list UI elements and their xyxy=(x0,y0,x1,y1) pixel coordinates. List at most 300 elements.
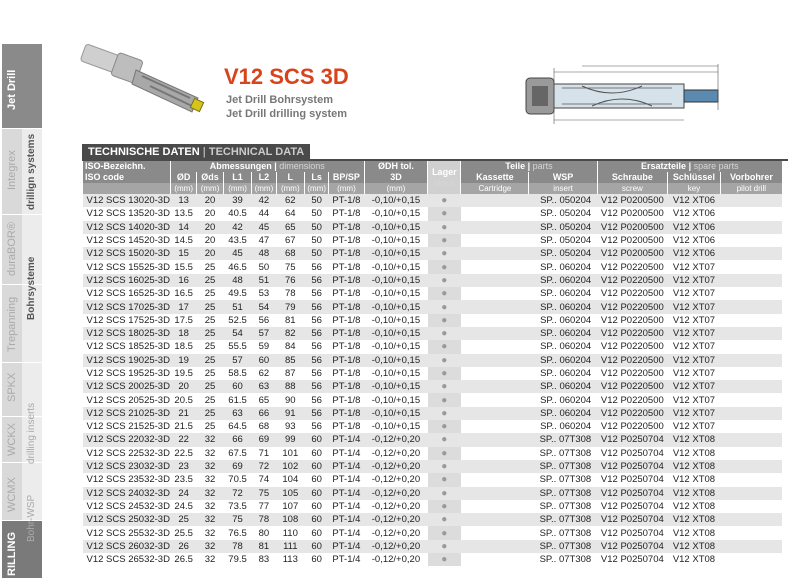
cell-stock-indicator: ● xyxy=(428,354,461,367)
cell-l2: 57 xyxy=(252,327,276,340)
table-row xyxy=(83,526,783,539)
cell-iso-code: V12 SCS 24532-3D xyxy=(83,500,171,513)
col-wsp: WSP xyxy=(529,172,597,183)
cell-bp-sp: PT-1/4 xyxy=(329,473,364,486)
cell-bp-sp: PT-1/8 xyxy=(329,327,364,340)
cell-cartridge xyxy=(461,420,529,433)
cell-screw: V12 P0200500 xyxy=(597,207,667,220)
cell-odh-tol: -0,12/+0,20 xyxy=(364,540,428,553)
cell-pilot-drill xyxy=(720,500,782,513)
cell-screw: V12 P0220500 xyxy=(597,393,667,406)
cell-od: 13 xyxy=(170,194,196,207)
cell-l: 104 xyxy=(276,473,305,486)
cell-screw: V12 P0200500 xyxy=(597,194,667,207)
cell-l1: 49.5 xyxy=(223,287,252,300)
cell-bp-sp: PT-1/8 xyxy=(329,260,364,273)
cell-cartridge xyxy=(461,447,529,460)
cell-l: 91 xyxy=(276,407,305,420)
col-3d: 3D xyxy=(364,172,428,183)
cell-screw: V12 P0220500 xyxy=(597,367,667,380)
cell-stock-indicator: ● xyxy=(428,274,461,287)
cell-key: V12 XT07 xyxy=(668,367,721,380)
cell-pilot-drill xyxy=(720,354,782,367)
rail-tab-wcmx[interactable]: WCMX xyxy=(6,477,18,512)
cell-screw: V12 P0250704 xyxy=(597,500,667,513)
cell-cartridge xyxy=(461,327,529,340)
cell-cartridge xyxy=(461,247,529,260)
cell-key: V12 XT08 xyxy=(668,526,721,539)
cell-pilot-drill xyxy=(720,367,782,380)
section-header xyxy=(82,144,788,160)
cell-l1: 46.5 xyxy=(223,260,252,273)
cell-l: 108 xyxy=(276,513,305,526)
rail-tab-wckx[interactable]: WCKX xyxy=(6,423,18,456)
cell-key: V12 XT07 xyxy=(668,354,721,367)
cell-l2: 50 xyxy=(252,260,276,273)
cell-cartridge xyxy=(461,540,529,553)
cell-key: V12 XT08 xyxy=(668,513,721,526)
cell-odh-tol: -0,12/+0,20 xyxy=(364,447,428,460)
cell-l1: 64.5 xyxy=(223,420,252,433)
cell-key: V12 XT08 xyxy=(668,433,721,446)
cell-l: 62 xyxy=(276,194,305,207)
cell-odh-tol: -0,10/+0,15 xyxy=(364,260,428,273)
cell-ods: 25 xyxy=(197,287,223,300)
cell-key: V12 XT07 xyxy=(668,327,721,340)
cell-stock-indicator: ● xyxy=(428,433,461,446)
cell-iso-code: V12 SCS 20525-3D xyxy=(83,393,171,406)
cell-insert: SP.. 060204 xyxy=(529,407,597,420)
cell-l1: 51 xyxy=(223,300,252,313)
cell-cartridge xyxy=(461,473,529,486)
unit-mm: (mm) xyxy=(364,183,428,194)
cell-key: V12 XT08 xyxy=(668,487,721,500)
cell-bp-sp: PT-1/8 xyxy=(329,407,364,420)
cell-cartridge xyxy=(461,407,529,420)
cell-cartridge xyxy=(461,393,529,406)
table-row xyxy=(83,513,783,526)
cell-bp-sp: PT-1/8 xyxy=(329,380,364,393)
cell-stock-indicator: ● xyxy=(428,460,461,473)
cell-od: 19 xyxy=(170,354,196,367)
cell-l2: 59 xyxy=(252,340,276,353)
cell-stock-indicator: ● xyxy=(428,447,461,460)
section-sep: | xyxy=(199,146,209,158)
cell-pilot-drill xyxy=(720,487,782,500)
table-row xyxy=(83,500,783,513)
cell-l1: 78 xyxy=(223,540,252,553)
cell-screw: V12 P0220500 xyxy=(597,407,667,420)
cell-odh-tol: -0,12/+0,20 xyxy=(364,553,428,566)
cell-l2: 77 xyxy=(252,500,276,513)
cell-l2: 62 xyxy=(252,367,276,380)
cell-stock-indicator: ● xyxy=(428,260,461,273)
table-row xyxy=(83,234,783,247)
cell-od: 15.5 xyxy=(170,260,196,273)
cell-screw: V12 P0250704 xyxy=(597,473,667,486)
cell-key: V12 XT07 xyxy=(668,314,721,327)
unit-mm: (mm) xyxy=(223,183,252,194)
rail-side-label: Bohr-WSP xyxy=(26,494,37,542)
cell-insert: SP.. 060204 xyxy=(529,367,597,380)
unit-mm: (mm) xyxy=(329,183,364,194)
cell-l: 99 xyxy=(276,433,305,446)
cell-l2: 65 xyxy=(252,393,276,406)
cell-l1: 75 xyxy=(223,513,252,526)
table-row xyxy=(83,274,783,287)
rail-side-label: drilling inserts xyxy=(26,402,37,464)
cell-key: V12 XT06 xyxy=(668,194,721,207)
cell-odh-tol: -0,10/+0,15 xyxy=(364,393,428,406)
cell-stock-indicator: ● xyxy=(428,407,461,420)
cell-ls: 56 xyxy=(305,380,329,393)
cell-l2: 74 xyxy=(252,473,276,486)
col-schluessel: Schlüssel xyxy=(668,172,721,183)
cell-l2: 51 xyxy=(252,274,276,287)
cell-od: 24.5 xyxy=(170,500,196,513)
cell-bp-sp: PT-1/4 xyxy=(329,513,364,526)
cell-l: 76 xyxy=(276,274,305,287)
cell-odh-tol: -0,12/+0,20 xyxy=(364,460,428,473)
cell-od: 22.5 xyxy=(170,447,196,460)
cell-insert: SP.. 060204 xyxy=(529,380,597,393)
section-title-en: TECHNICAL DATA xyxy=(208,146,305,158)
cell-insert: SP.. 07T308 xyxy=(529,487,597,500)
unit-mm: (mm) xyxy=(252,183,276,194)
cell-iso-code: V12 SCS 24032-3D xyxy=(83,487,171,500)
cell-screw: V12 P0220500 xyxy=(597,327,667,340)
cell-iso-code: V12 SCS 13520-3D xyxy=(83,207,171,220)
cell-ods: 32 xyxy=(197,460,223,473)
cell-ls: 56 xyxy=(305,287,329,300)
cell-screw: V12 P0250704 xyxy=(597,433,667,446)
cell-pilot-drill xyxy=(720,407,782,420)
cell-l2: 69 xyxy=(252,433,276,446)
col-ods: Øds xyxy=(197,172,223,183)
cell-iso-code: V12 SCS 14020-3D xyxy=(83,221,171,234)
cell-stock-indicator: ● xyxy=(428,420,461,433)
cell-ods: 32 xyxy=(197,526,223,539)
cell-odh-tol: -0,12/+0,20 xyxy=(364,473,428,486)
cell-insert: SP.. 07T308 xyxy=(529,553,597,566)
cell-pilot-drill xyxy=(720,473,782,486)
cell-iso-code: V12 SCS 25032-3D xyxy=(83,513,171,526)
lager-header-en: stock xyxy=(433,177,455,188)
cell-insert: SP.. 060204 xyxy=(529,274,597,287)
cell-bp-sp: PT-1/4 xyxy=(329,526,364,539)
cell-pilot-drill xyxy=(720,420,782,433)
rail-tab-integrex[interactable]: Integrex xyxy=(6,150,18,190)
cell-l: 78 xyxy=(276,287,305,300)
cell-l2: 78 xyxy=(252,513,276,526)
cell-ls: 56 xyxy=(305,340,329,353)
cell-screw: V12 P0220500 xyxy=(597,274,667,287)
cell-ods: 32 xyxy=(197,433,223,446)
cell-ods: 32 xyxy=(197,473,223,486)
cell-od: 21 xyxy=(170,407,196,420)
cell-l2: 83 xyxy=(252,553,276,566)
spare-header-en: spare parts xyxy=(693,161,739,171)
cell-ls: 56 xyxy=(305,327,329,340)
cell-od: 23 xyxy=(170,460,196,473)
cell-cartridge xyxy=(461,553,529,566)
cell-ods: 25 xyxy=(197,300,223,313)
dimensions-header-en: dimensions xyxy=(279,161,325,171)
table-row xyxy=(83,327,783,340)
cell-insert: SP.. 07T308 xyxy=(529,500,597,513)
cell-odh-tol: -0,10/+0,15 xyxy=(364,234,428,247)
cell-l2: 81 xyxy=(252,540,276,553)
cell-stock-indicator: ● xyxy=(428,194,461,207)
col-kassette: Kassette xyxy=(461,172,529,183)
cell-l1: 52.5 xyxy=(223,314,252,327)
cell-pilot-drill xyxy=(720,513,782,526)
rail-tab-spkx[interactable]: SPKX xyxy=(6,372,18,402)
cell-pilot-drill xyxy=(720,380,782,393)
cell-odh-tol: -0,10/+0,15 xyxy=(364,420,428,433)
cell-iso-code: V12 SCS 23032-3D xyxy=(83,460,171,473)
cell-iso-code: V12 SCS 16525-3D xyxy=(83,287,171,300)
cell-l: 113 xyxy=(276,553,305,566)
cell-bp-sp: PT-1/8 xyxy=(329,354,364,367)
table-row xyxy=(83,354,783,367)
product-subtitle-de: Jet Drill Bohrsystem xyxy=(226,94,333,106)
cell-stock-indicator: ● xyxy=(428,221,461,234)
cell-od: 20.5 xyxy=(170,393,196,406)
cell-ods: 25 xyxy=(197,393,223,406)
cell-l: 81 xyxy=(276,314,305,327)
cell-ls: 60 xyxy=(305,487,329,500)
parts-header-de: Teile xyxy=(505,161,526,171)
cell-ls: 60 xyxy=(305,500,329,513)
cell-l: 93 xyxy=(276,420,305,433)
cell-ls: 56 xyxy=(305,420,329,433)
cell-cartridge xyxy=(461,500,529,513)
cell-ods: 25 xyxy=(197,367,223,380)
cell-l1: 45 xyxy=(223,247,252,260)
cell-screw: V12 P0250704 xyxy=(597,526,667,539)
cell-stock-indicator: ● xyxy=(428,300,461,313)
cell-l: 107 xyxy=(276,500,305,513)
cell-ls: 56 xyxy=(305,367,329,380)
cell-cartridge xyxy=(461,314,529,327)
table-row xyxy=(83,487,783,500)
cell-pilot-drill xyxy=(720,433,782,446)
cell-insert: SP.. 050204 xyxy=(529,247,597,260)
cell-l: 68 xyxy=(276,247,305,260)
cell-bp-sp: PT-1/8 xyxy=(329,194,364,207)
cell-odh-tol: -0,12/+0,20 xyxy=(364,500,428,513)
cell-insert: SP.. 050204 xyxy=(529,207,597,220)
cell-iso-code: V12 SCS 19525-3D xyxy=(83,367,171,380)
cell-iso-code: V12 SCS 23532-3D xyxy=(83,473,171,486)
cell-odh-tol: -0,10/+0,15 xyxy=(364,247,428,260)
cell-pilot-drill xyxy=(720,447,782,460)
table-row xyxy=(83,540,783,553)
cell-ods: 32 xyxy=(197,500,223,513)
cell-l1: 70.5 xyxy=(223,473,252,486)
schraube-en: screw xyxy=(597,183,667,194)
cell-insert: SP.. 07T308 xyxy=(529,433,597,446)
rail-tab-drilling[interactable]: RILLING xyxy=(6,532,18,576)
cell-ods: 25 xyxy=(197,274,223,287)
cell-pilot-drill xyxy=(720,314,782,327)
cell-screw: V12 P0250704 xyxy=(597,553,667,566)
cell-bp-sp: PT-1/8 xyxy=(329,287,364,300)
cell-l1: 79.5 xyxy=(223,553,252,566)
cell-od: 14.5 xyxy=(170,234,196,247)
cell-l1: 69 xyxy=(223,460,252,473)
table-row xyxy=(83,247,783,260)
col-vorbohrer: Vorbohrer xyxy=(720,172,782,183)
cell-l1: 76.5 xyxy=(223,526,252,539)
cell-pilot-drill xyxy=(720,234,782,247)
cell-od: 25 xyxy=(170,513,196,526)
cell-iso-code: V12 SCS 16025-3D xyxy=(83,274,171,287)
section-title xyxy=(82,144,310,160)
cell-key: V12 XT08 xyxy=(668,447,721,460)
cell-key: V12 XT07 xyxy=(668,300,721,313)
cell-l2: 66 xyxy=(252,407,276,420)
col-l1: L1 xyxy=(223,172,252,183)
cell-key: V12 XT06 xyxy=(668,234,721,247)
cell-iso-code: V12 SCS 26032-3D xyxy=(83,540,171,553)
cell-ls: 50 xyxy=(305,207,329,220)
col-l: L xyxy=(276,172,305,183)
cell-l: 105 xyxy=(276,487,305,500)
cell-l: 67 xyxy=(276,234,305,247)
cell-l1: 61.5 xyxy=(223,393,252,406)
table-row xyxy=(83,260,783,273)
col-schraube: Schraube xyxy=(597,172,667,183)
rail-tab-jet-drill[interactable]: Jet Drill xyxy=(6,69,18,110)
cell-l1: 63 xyxy=(223,407,252,420)
mm-spacer xyxy=(83,183,171,194)
cell-stock-indicator: ● xyxy=(428,553,461,566)
cell-l1: 54 xyxy=(223,327,252,340)
cell-ls: 56 xyxy=(305,260,329,273)
group-dimensions: Abmessungen | dimensions xyxy=(170,161,364,172)
schluessel-en: key xyxy=(668,183,721,194)
cell-l2: 75 xyxy=(252,487,276,500)
cell-cartridge xyxy=(461,367,529,380)
cell-ods: 25 xyxy=(197,354,223,367)
cell-insert: SP.. 050204 xyxy=(529,234,597,247)
cell-od: 13.5 xyxy=(170,207,196,220)
cell-ods: 25 xyxy=(197,340,223,353)
rail-side-label: drillign systems xyxy=(26,133,37,210)
cell-screw: V12 P0250704 xyxy=(597,513,667,526)
cell-screw: V12 P0250704 xyxy=(597,447,667,460)
rail-tab-trepanning[interactable]: Trepanning xyxy=(6,296,18,352)
cell-key: V12 XT07 xyxy=(668,260,721,273)
rail-separator xyxy=(2,128,42,129)
cell-l2: 71 xyxy=(252,447,276,460)
cell-stock-indicator: ● xyxy=(428,327,461,340)
cell-l1: 60 xyxy=(223,380,252,393)
cell-l2: 60 xyxy=(252,354,276,367)
cell-ls: 56 xyxy=(305,407,329,420)
cell-stock-indicator: ● xyxy=(428,314,461,327)
cell-insert: SP.. 060204 xyxy=(529,287,597,300)
cell-ods: 32 xyxy=(197,513,223,526)
group-odh-tol: ØDH tol. xyxy=(364,161,428,172)
cell-pilot-drill xyxy=(720,540,782,553)
cell-ods: 25 xyxy=(197,420,223,433)
cell-stock-indicator: ● xyxy=(428,340,461,353)
cell-l: 111 xyxy=(276,540,305,553)
group-spare-parts: Ersatzteile | spare parts xyxy=(597,161,782,172)
cell-odh-tol: -0,10/+0,15 xyxy=(364,354,428,367)
cell-l1: 42 xyxy=(223,221,252,234)
cell-bp-sp: PT-1/4 xyxy=(329,460,364,473)
table-row xyxy=(83,460,783,473)
cell-odh-tol: -0,10/+0,15 xyxy=(364,194,428,207)
cell-iso-code: V12 SCS 25532-3D xyxy=(83,526,171,539)
cell-odh-tol: -0,10/+0,15 xyxy=(364,314,428,327)
cell-l: 84 xyxy=(276,340,305,353)
cell-odh-tol: -0,10/+0,15 xyxy=(364,207,428,220)
cell-ls: 60 xyxy=(305,473,329,486)
cell-l2: 72 xyxy=(252,460,276,473)
cell-stock-indicator: ● xyxy=(428,393,461,406)
cell-l: 88 xyxy=(276,380,305,393)
table-row xyxy=(83,300,783,313)
cell-pilot-drill xyxy=(720,460,782,473)
section-title-de: TECHNISCHE DATEN xyxy=(88,146,200,158)
col-od: ØD xyxy=(170,172,196,183)
table-row xyxy=(83,194,783,207)
cell-iso-code: V12 SCS 18525-3D xyxy=(83,340,171,353)
cell-cartridge xyxy=(461,274,529,287)
cell-l: 87 xyxy=(276,367,305,380)
cell-ods: 20 xyxy=(197,221,223,234)
technical-data-table xyxy=(82,161,782,566)
cell-cartridge xyxy=(461,300,529,313)
cell-stock-indicator: ● xyxy=(428,287,461,300)
cell-screw: V12 P0200500 xyxy=(597,234,667,247)
cell-key: V12 XT07 xyxy=(668,287,721,300)
spare-header-de: Ersatzteile xyxy=(641,161,687,171)
rail-tab-durabor[interactable]: duraBOR® xyxy=(6,222,18,276)
cell-odh-tol: -0,10/+0,15 xyxy=(364,300,428,313)
cell-bp-sp: PT-1/4 xyxy=(329,487,364,500)
cell-key: V12 XT06 xyxy=(668,221,721,234)
cell-pilot-drill xyxy=(720,260,782,273)
cell-bp-sp: PT-1/8 xyxy=(329,340,364,353)
cell-screw: V12 P0250704 xyxy=(597,487,667,500)
cell-l: 75 xyxy=(276,260,305,273)
cell-l1: 43.5 xyxy=(223,234,252,247)
table-row xyxy=(83,393,783,406)
cell-od: 24 xyxy=(170,487,196,500)
cell-screw: V12 P0250704 xyxy=(597,540,667,553)
cell-ls: 60 xyxy=(305,447,329,460)
cell-insert: SP.. 060204 xyxy=(529,354,597,367)
cell-iso-code: V12 SCS 14520-3D xyxy=(83,234,171,247)
vorbohrer-en: pilot drill xyxy=(720,183,782,194)
cell-ods: 32 xyxy=(197,553,223,566)
cell-cartridge xyxy=(461,340,529,353)
cell-l2: 47 xyxy=(252,234,276,247)
cell-ls: 56 xyxy=(305,354,329,367)
cell-screw: V12 P0220500 xyxy=(597,354,667,367)
cell-od: 18 xyxy=(170,327,196,340)
cell-od: 20 xyxy=(170,380,196,393)
cell-l1: 73.5 xyxy=(223,500,252,513)
product-title: V12 SCS 3D xyxy=(224,64,349,89)
wsp-en: insert xyxy=(529,183,597,194)
